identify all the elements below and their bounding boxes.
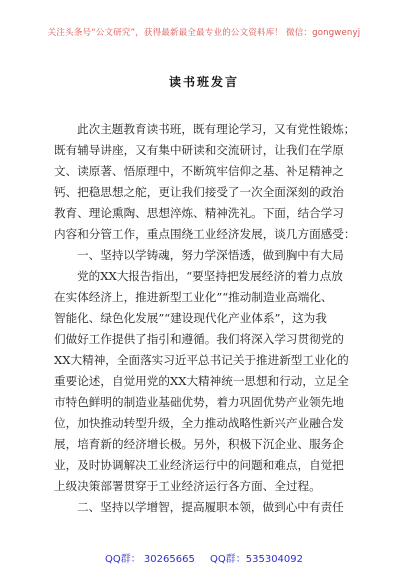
paragraph-line: 此次主题教育读书班，既有理论学习，又有党性锻炼； bbox=[77, 122, 356, 136]
paragraph-line: 既有辅导讲座，又有集中研读和交流研讨，让我们在学原 bbox=[54, 143, 344, 157]
footer-qq-group-1: QQ群： 30265665 bbox=[104, 554, 195, 565]
paragraph-line: 位，加快推动转型升级，全力推动战略性新兴产业融合发 bbox=[54, 416, 344, 430]
paragraph-line: 智能化、绿色化发展”“建设现代化产业体系”，这为我 bbox=[54, 311, 327, 325]
paragraph-line: 重要论述，自觉用党的XX大精神统一思想和行动，立足全 bbox=[54, 374, 349, 388]
document-body bbox=[54, 119, 356, 518]
footer-qq-group-2: QQ群：535304092 bbox=[210, 554, 304, 565]
paragraph-line: 党的XX大报告指出，“要坚持把发展经济的着力点放 bbox=[77, 269, 343, 283]
paragraph-line: 业，及时协调解决工业经济运行中的问题和难点，自觉把 bbox=[54, 458, 344, 472]
paragraph-line: 二、坚持以学增智，提高履职本领，做到心中有责任 bbox=[77, 500, 344, 514]
paragraph-line: 一、坚持以学铸魂，努力学深悟透，做到胸中有大局 bbox=[77, 248, 344, 262]
paragraph-line: 文、读原著、悟原理中，不断筑牢信仰之基、补足精神之 bbox=[54, 164, 344, 178]
paragraph-line: XX大精神，全面落实习近平总书记关于推进新型工业化的 bbox=[54, 353, 349, 367]
paragraph-line: 在实体经济上，推进新型工业化”“推动制造业高端化、 bbox=[54, 290, 333, 304]
paragraph-line: 钙、把稳思想之舵，更让我们接受了一次全面深刻的政治 bbox=[54, 185, 344, 199]
document-title: 读书班发言 bbox=[168, 75, 239, 89]
footer bbox=[0, 550, 408, 565]
paragraph-line: 上级决策部署贯穿于工业经济运行各方面、全过程。 bbox=[54, 479, 321, 493]
paragraph-line: 内容和分管工作，重点围绕工业经济发展，谈几方面感受： bbox=[54, 227, 356, 241]
paragraph-line: 们做好工作提供了指引和遵循。我们将深入学习贯彻党的 bbox=[54, 332, 344, 346]
paragraph-line: 市特色鲜明的制造业基础优势，着力巩固优势产业领先地 bbox=[54, 395, 344, 409]
paragraph-line: 教育、理论熏陶、思想淬炼、精神洗礼。下面，结合学习 bbox=[54, 206, 344, 220]
paragraph-line: 展，培育新的经济增长极。另外，积极下沉企业、服务企 bbox=[54, 437, 344, 451]
header-note: 关注头条号“公文研究”，获得最新最全最专业的公文资料库！ 微信：gongwenyj bbox=[47, 28, 361, 38]
